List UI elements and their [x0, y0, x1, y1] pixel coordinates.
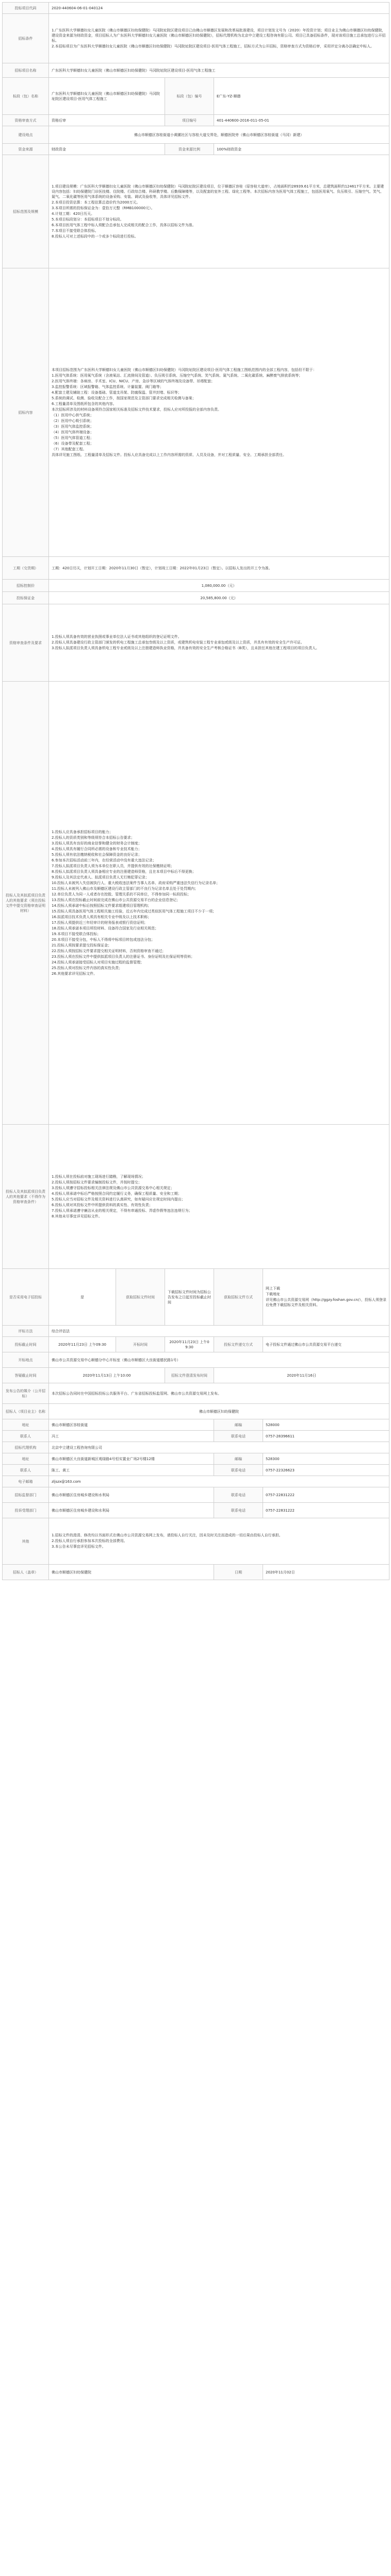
place-label: 开标地点 [3, 1352, 49, 1368]
complaint-tel-label: 联系电话 [214, 1503, 263, 1518]
supervisor-label: 招标监督部门 [3, 1487, 49, 1503]
conditions-label: 招标条件 [3, 14, 49, 63]
other-req-para: 25.投标人须对投标文件内容的真实性负责； [52, 965, 123, 970]
scope-value [49, 155, 389, 268]
funds-ratio-label: 资金来源比例 [165, 144, 214, 155]
place-value: 佛山市公共资源交易中心顺德分中心开标室（佛山市顺德区大良街道德民路1号） [49, 1352, 389, 1368]
row-qa [3, 1368, 389, 1383]
row-tenderer [3, 1404, 389, 1419]
tender-notice-sheet [2, 2, 389, 1580]
conditions-para: 1.广东医科大学顺德妇女儿童医院（佛山市顺德区妇幼保健院）马冈院址院区建设项目已由佛山市顺德区发展和改革局批准建设，项目计划发文号为（2020）年投资计划；项目业主为佛山市顺德区妇幼保健院，建设资金来源为财政资金，项目招标人为广东医科大学顺德妇女儿童医院（佛山市顺德区妇幼保健院），招标代理机构为北京中立建设工程咨询有限公司。项目已具备招标条件，现对该项目施工总承包进行公开招标。 [52, 28, 386, 43]
tenderer-person: 冯工 [49, 1431, 214, 1442]
project-name-label: 招标项目名称 [3, 63, 49, 78]
content-para: （2）医用中心吸引系统； [52, 418, 94, 423]
content-para: （4）医用气体终端设备； [52, 430, 94, 434]
footer-date-label: 日期 [214, 1565, 263, 1580]
tenderer-zip: 528000 [263, 1419, 389, 1431]
row-project-code [3, 3, 389, 14]
bid-method-para: 6.投标人须对其投标文件中所提供资料的真实性、有效性负责； [52, 1202, 153, 1207]
max-price-value: 1,080,000.00（元） [49, 580, 389, 592]
row-location [3, 126, 389, 144]
row-bid-method [3, 1125, 389, 1269]
row-supervisor [3, 1487, 389, 1503]
content-para: （7）其他配套工程。 [52, 447, 87, 451]
other-req-value [49, 682, 389, 1125]
content-para: 1.医用气体系统：医用氧气系统（含液氧站、汇流排间及管道）、负压吸引系统、压缩空气系统、笑气系统、氮气系统、二氧化碳系统、麻醉废气排放系统等； [52, 373, 303, 378]
row-tenderer-addr [3, 1419, 389, 1431]
footer-label: 招标人（盖章） [3, 1565, 49, 1580]
content-para: 3.监控报警系统：区域报警箱、气体监控系统、计量装置、阀门箱等； [52, 384, 164, 389]
tenderer-label: 招标人（项目业主）名称 [3, 1404, 49, 1419]
other-req-para: 14.投标人须承诺中标后按照招标文件要求组建项目管理机构； [52, 903, 152, 908]
row-qual-req [3, 604, 389, 682]
deadline-value: 2020年11月23日 上午09:30 [49, 1337, 116, 1352]
other-req-para: 22.投标人须按招标文件要求提交相关证明材料，否则资格审查不通过； [52, 948, 166, 953]
section-code-label: 标段（包）编号 [165, 78, 214, 115]
media-value: 本次招标公告同时在中国招标投标公共服务平台、广东省招标投标监管网、佛山市公共资源交易网上发布。 [49, 1383, 389, 1404]
bond-label: 投标保证金 [3, 592, 49, 604]
period-value: 工期：420日历天，计划开工日期：2020年11月30日（暂定），计划竣工日期：2022年01月23日（暂定）。以招标人发出的开工令为准。 [49, 557, 389, 580]
qa-value: 2020年11月13日 上午10:00 [49, 1368, 165, 1383]
scope-para: 2.本项目投资估算：本工程估算总造价约为2000万元。 [52, 200, 140, 205]
other-req-para: 17.投标人须提供近三年经审计的财务报表或银行资信证明； [52, 920, 148, 925]
agency-addr-label: 地址 [3, 1453, 49, 1465]
content-para: 5.系统的调试、检测、验收及配合工作，按国家规范及主管部门要求完成相关检测与备案； [52, 396, 196, 400]
content-para: （5）医用气体管道工程； [52, 435, 94, 440]
open-value: 2020年11月23日 上午09:30 [165, 1337, 214, 1352]
other-req-para: 9.投标人及其法定代表人、拟派项目负责人无行贿犯罪记录； [52, 875, 149, 879]
download-label: 是否采用电子招投标 [3, 1269, 49, 1326]
section-name: 广东医科大学顺德妇女儿童医院（佛山市顺德区妇幼保健院）马冈院址院区建设项目-医用气体工程施工 [49, 78, 165, 115]
row-bond [3, 592, 389, 604]
agency-email-label: 电子邮箱 [3, 1476, 49, 1487]
download-method-label: 获取招标文件方式 [214, 1269, 263, 1326]
scope-para: 3.本项目所需的投标保证金为：壹拾万元整（RMB100000元）。 [52, 206, 155, 210]
content-para: 具体详见施工图纸、工程量清单及招标文件。投标人应具备完成以上工作内容所需的资质、人员及设备，并对工程质量、安全、工期承担全部责任。 [52, 452, 286, 457]
submit-value: 电子投标文件通过佛山市公共资源交易平台递交 [263, 1337, 389, 1352]
row-notes [3, 1518, 389, 1565]
agency-email[interactable]: zljszx@163.com [49, 1476, 389, 1487]
qual-req-para: 3.投标人拟派项目负责人须具备机电工程专业贰级及以上注册建造师执业资格，并具备有效的安全生产考核合格证书（B类），且未担任其他在建工程项目的项目负责人。 [52, 646, 319, 650]
content-para: （6）设备带及配套工程； [52, 441, 94, 446]
other-req-para: 21.投标人须按要求提交投标保证金； [52, 943, 112, 947]
other-req-para: 13.投标人须在投标截止时间前完成在佛山市公共资源交易平台的企业信息登记； [52, 897, 181, 902]
qual-code-label: 项目编号 [165, 115, 214, 126]
row-scope [3, 155, 389, 268]
scope-para: 8.投标人可对上述标段中的一个或多个标段进行投标。 [52, 234, 138, 239]
open-label: 开标时间 [116, 1337, 165, 1352]
row-eval [3, 1326, 389, 1337]
section-label: 标段（包）名称 [3, 78, 49, 115]
project-code-label: 投标项目代码 [3, 3, 49, 14]
row-qual [3, 115, 389, 126]
agency-zip: 528300 [263, 1453, 389, 1465]
bid-method-para: 8.其他未尽事宜详见招标文件。 [52, 1214, 102, 1218]
funds-label: 资金来源 [3, 144, 49, 155]
bid-method-para: 1.投标人须在投标前对施工现场进行踏勘，了解现场情况； [52, 1174, 145, 1179]
project-code-value: 2020-440604-06-01-040124 [49, 3, 389, 14]
supervisor-tel: 0757-22831222 [263, 1487, 389, 1503]
notes-label: 其他 [3, 1518, 49, 1565]
row-complaint [3, 1503, 389, 1518]
conditions-para: 2.本招标项目为广东医科大学顺德妇女儿童医院（佛山市顺德区妇幼保健院）马冈院址院区建设项目-医用气体工程施工，招标方式为公开招标，资格审查方式为资格后审，采用评定分离办法确定中标人。 [52, 44, 374, 48]
scope-para: 4.计划工期：420日历天。 [52, 211, 95, 216]
funds-ratio: 100%财政资金 [214, 144, 389, 155]
agency-person: 陈工、黄工 [49, 1465, 214, 1476]
bid-method-label: 投标人及其拟派项目负责人的其他要求（不得作为资格审查条件） [3, 1125, 49, 1269]
other-req-para: 24.投标人须承诺接受招标人对项目实施过程的监督管理； [52, 960, 144, 964]
other-req-para: 7.投标人拟派项目负责人须为本单位在职人员，并提供有效的社保缴纳证明； [52, 863, 174, 868]
download-get-value: 下载招标文件时间为招标公告发布之日起至投标截止时间 [165, 1269, 214, 1326]
notes-para: 3.本公告未尽事宜详见招标文件。 [52, 1545, 106, 1549]
conditions-value [49, 14, 389, 63]
row-conditions [3, 14, 389, 63]
download-site [263, 1269, 389, 1326]
download-value: 是 [49, 1269, 116, 1326]
scope-label: 招标范围及规模 [3, 155, 49, 268]
row-agency-addr [3, 1453, 389, 1465]
funds-value: 财政资金 [49, 144, 165, 155]
download-site-value[interactable]: 详见佛山市公共资源交易网（http://ggzy.foshan.gov.cn/），投标人须登录后免费下载招标文件及相关资料。 [266, 1298, 386, 1307]
project-name-value: 广东医科大学顺德妇女儿童医院（佛山市顺德区妇幼保健院）马冈院址院区建设项目-医用气体工程施工 [49, 63, 389, 78]
other-req-para: 5.投标人须有依法缴纳税收和社会保障资金的良好记录； [52, 852, 142, 857]
qual-value: 资格后审 [49, 115, 165, 126]
scope-para: 6.本项目医用气体工程中标人须配合总承包人完成相关的配合工作，具体以招标文件为准。 [52, 223, 196, 227]
content-para: 6.工程量清单及图纸所包含的其他内容。 [52, 401, 117, 406]
agency-person-label: 联系人 [3, 1465, 49, 1476]
complaint-label: 投诉受理部门 [3, 1503, 49, 1518]
bid-method-para: 2.投标人须按招标文件要求编制投标文件，并按时提交； [52, 1180, 142, 1184]
notes-para: 1.招标文件的澄清、修改均以书面形式在佛山市公共资源交易网上发布，请投标人自行关注，因未及时关注而造成的一切后果由投标人自行承担。 [52, 1533, 283, 1537]
other-req-para: 19.本项目不接受联合体投标； [52, 931, 101, 936]
bid-method-value [49, 1125, 389, 1269]
eval-value: 综合评估法 [49, 1326, 389, 1337]
bid-method-para: 7.投标人须承诺遵守廉洁从业的相关规定，不得有串通投标、弄虚作假等违法违规行为； [52, 1208, 192, 1213]
bond-value: 20,585,800.00（元） [49, 592, 389, 604]
qual-code: 401-440600-2016-011-05-01 [214, 115, 389, 126]
other-req-para: 26.其他要求详见招标文件。 [52, 971, 97, 976]
row-project-name [3, 63, 389, 78]
row-content [3, 268, 389, 557]
section-code: E广东-YZ-顺德 [214, 78, 389, 115]
clarify-label: 招标文件澄清发布时间 [165, 1368, 214, 1383]
row-media [3, 1383, 389, 1404]
content-para: （3）医用气体监控系统； [52, 424, 94, 429]
content-para: 2.医用气体终端：各病房、手术室、ICU、NICU、产房、急诊等区域的气体终端及设备带、吊塔配套； [52, 379, 215, 383]
media-label: 发布公告的媒介（公开招标） [3, 1383, 49, 1404]
other-req-para: 23.投标人须在投标文件中提供拟派项目负责人的注册证书、身份证明及社保证明等资料； [52, 954, 195, 959]
content-value [49, 268, 389, 557]
download-site-label: 下载地址 [266, 1292, 280, 1296]
footer-date: 2020年11月02日 [263, 1565, 389, 1580]
max-price-label: 招标控制价 [3, 580, 49, 592]
row-deadline [3, 1337, 389, 1352]
qual-label: 资格审查方式 [3, 115, 49, 126]
supervisor-tel-label: 联系电话 [214, 1487, 263, 1503]
agency-tel-label: 联系电话 [214, 1465, 263, 1476]
tenderer-value: 佛山市顺德区妇幼保健院 [49, 1404, 389, 1419]
row-download [3, 1269, 389, 1326]
eval-label: 评标方法 [3, 1326, 49, 1337]
deadline-label: 投标截止时间 [3, 1337, 49, 1352]
row-tenderer-person [3, 1431, 389, 1442]
supervisor-value: 佛山市顺德区住房城乡建设和水利局 [49, 1487, 214, 1503]
tenderer-addr: 佛山市顺德区容桂街道 [49, 1419, 214, 1431]
tenderer-tel: 0757-28396611 [263, 1431, 389, 1442]
complaint-tel: 0757-22831222 [263, 1503, 389, 1518]
row-agency [3, 1442, 389, 1453]
notes-value [49, 1518, 389, 1565]
scope-para: 1.项目建设规模：广东医科大学顺德妇女儿童医院（佛山市顺德区妇幼保健院）马冈院址院区建设项目，位于顺德区容桂（原容桂大道旁），占地面积约28939.61平方米，总建筑面积约124617平方米。主要建设内容包括：妇幼保健院门诊医技楼、住院楼、行政综合楼、科研教学楼、后勤保障楼等，以及配套的室外工程、绿化工程等。本次招标内容为医用气体工程施工，包括医用氧气、负压吸引、压缩空气、笑气、氮气、二氧化碳等医用气体系统的设备采购、安装、调试及验收等，具体详见招标文件。 [52, 184, 384, 199]
bid-method-para: 5.投标人应当对招标文件及相关资料进行认真研究，如有疑问应在规定时间内提出； [52, 1197, 185, 1201]
other-req-label: 投标人及其拟派项目负责人的其他要求（须在投标文件中提交资格审查证明材料） [3, 682, 49, 1125]
footer-value: 佛山市顺德区妇幼保健院 [49, 1565, 214, 1580]
content-para: 本项目招标范围为广东医科大学顺德妇女儿童医院（佛山市顺德区妇幼保健院）马冈院址院区建设项目-医用气体工程施工图纸范围内的全部工程内容，包括但不限于： [52, 367, 317, 372]
clarify-value: 2020年11月16日 [214, 1368, 389, 1383]
scope-para: 7.本项目不接受联合体投标。 [52, 228, 99, 233]
other-req-para: 1.投标人应具备承担招标项目的能力； [52, 829, 113, 834]
row-agency-person [3, 1465, 389, 1476]
other-req-para: 11.投标人未被列入佛山市及顺德区建设行政主管部门的不良行为记录名单且处于处罚期内； [52, 886, 199, 891]
other-req-para: 10.投标人未被列入失信被执行人、重大税收违法案件当事人名单、政府采购严重违法失信行为记录名单； [52, 880, 220, 885]
row-footer [3, 1565, 389, 1580]
scope-para: 5.本项目标段划分：本招标项目不划分标段。 [52, 217, 124, 222]
row-other-req [3, 682, 389, 1125]
qual-req-para: 1.投标人须具备有效的营业执照或事业单位法人证书或其他组织的登记证明文件。 [52, 635, 182, 639]
qual-req-value [49, 604, 389, 682]
row-place [3, 1352, 389, 1368]
row-period [3, 557, 389, 580]
tenderer-zip-label: 邮编 [214, 1419, 263, 1431]
location-label: 建设地点 [3, 126, 49, 144]
period-label: 工期（交货期） [3, 557, 49, 580]
bid-method-para: 3.投标人须遵守招标投标相关法律法规及佛山市公共资源交易中心相关规定； [52, 1185, 174, 1190]
other-req-para: 18.投标人须承诺本项目所投材料、设备符合国家及行业相关规范； [52, 926, 159, 930]
agency-addr: 佛山市顺德区大良街道新城区观绿路4号恒实置业广场2号楼12楼 [49, 1453, 214, 1465]
row-funds [3, 144, 389, 155]
complaint-value: 佛山市顺德区住房城乡建设和水利局 [49, 1503, 214, 1518]
qual-req-para: 2.投标人须具备建设行政主管部门颁发的机电工程施工总承包叁级及以上资质，或建筑机电安装工程专业承包贰级及以上资质，并具有有效的安全生产许可证。 [52, 640, 304, 645]
content-para: （1）医用中心供气系统； [52, 413, 94, 417]
download-method-value: 网上下载 [266, 1286, 280, 1291]
other-req-para: 16.拟派项目技术负责人须具有相关专业中级及以上技术职称； [52, 914, 152, 919]
agency-zip-label: 邮编 [214, 1453, 263, 1465]
content-label: 招标内容 [3, 268, 49, 557]
tenderer-tel-label: 联系电话 [214, 1431, 263, 1442]
other-req-para: 15.投标人须具备医用气体工程相关施工经验，近五年内完成过类似医用气体工程施工项目不少于一项； [52, 909, 217, 913]
tenderer-person-label: 联系人 [3, 1431, 49, 1442]
row-agency-email [3, 1476, 389, 1487]
download-get-label: 获取招标文件时间 [116, 1269, 165, 1326]
bid-method-para: 4.投标人须承诺中标后严格按照合同约定履行义务，确保工程质量、安全和工期； [52, 1191, 182, 1196]
agency-value: 北京中立建设工程咨询有限公司 [49, 1442, 389, 1453]
qual-req-label: 资格审查条件及要求 [3, 604, 49, 682]
agency-tel: 0757-22326623 [263, 1465, 389, 1476]
qa-label: 答疑截止时间 [3, 1368, 49, 1383]
other-req-para: 8.投标人拟派项目负责人须具备相应专业的注册建造师资格，且在本项目中标后不得更换； [52, 869, 196, 874]
content-para: 本次招标所涉及的材料设备须符合国家相关标准及招标文件技术要求，投标人应对所投报的全部内容负责。 [52, 407, 221, 412]
other-req-para: 2.投标人的资质类别和等级须符合本招标公告要求； [52, 835, 135, 840]
tender-notice-table [2, 2, 389, 1580]
content-para: 4.配套土建及辅助工程：设备基础、管道支吊架、防腐保温、管井封堵、标识等； [52, 390, 182, 395]
other-req-para: 6.参加本次招标活动前三年内，在经营活动中没有重大违法记录； [52, 858, 156, 862]
other-req-para: 4.投标人须具有履行合同所必需的设备和专业技术能力； [52, 846, 142, 851]
tenderer-addr-label: 地址 [3, 1419, 49, 1431]
other-req-para: 3.投标人须具有良好的商业信誉和健全的财务会计制度； [52, 841, 142, 845]
submit-label: 投标文件递交方式 [214, 1337, 263, 1352]
other-req-para: 12.单位负责人为同一人或者存在控股、管理关系的不同单位，不得参加同一标段投标； [52, 892, 191, 896]
notes-para: 2.投标人须自行承担参加本次投标的全部费用。 [52, 1539, 127, 1543]
row-section [3, 78, 389, 115]
agency-label: 招标代理机构 [3, 1442, 49, 1453]
other-req-para: 20.本项目不接受分包，中标人不得将中标项目转包或违法分包； [52, 937, 155, 942]
row-max-price [3, 580, 389, 592]
location-value: 佛山市顺德区容桂街道小黄圃社区与容桂大道交界处，顺德医院旁（佛山市顺德区容桂街道（马冈）新建） [49, 126, 389, 144]
